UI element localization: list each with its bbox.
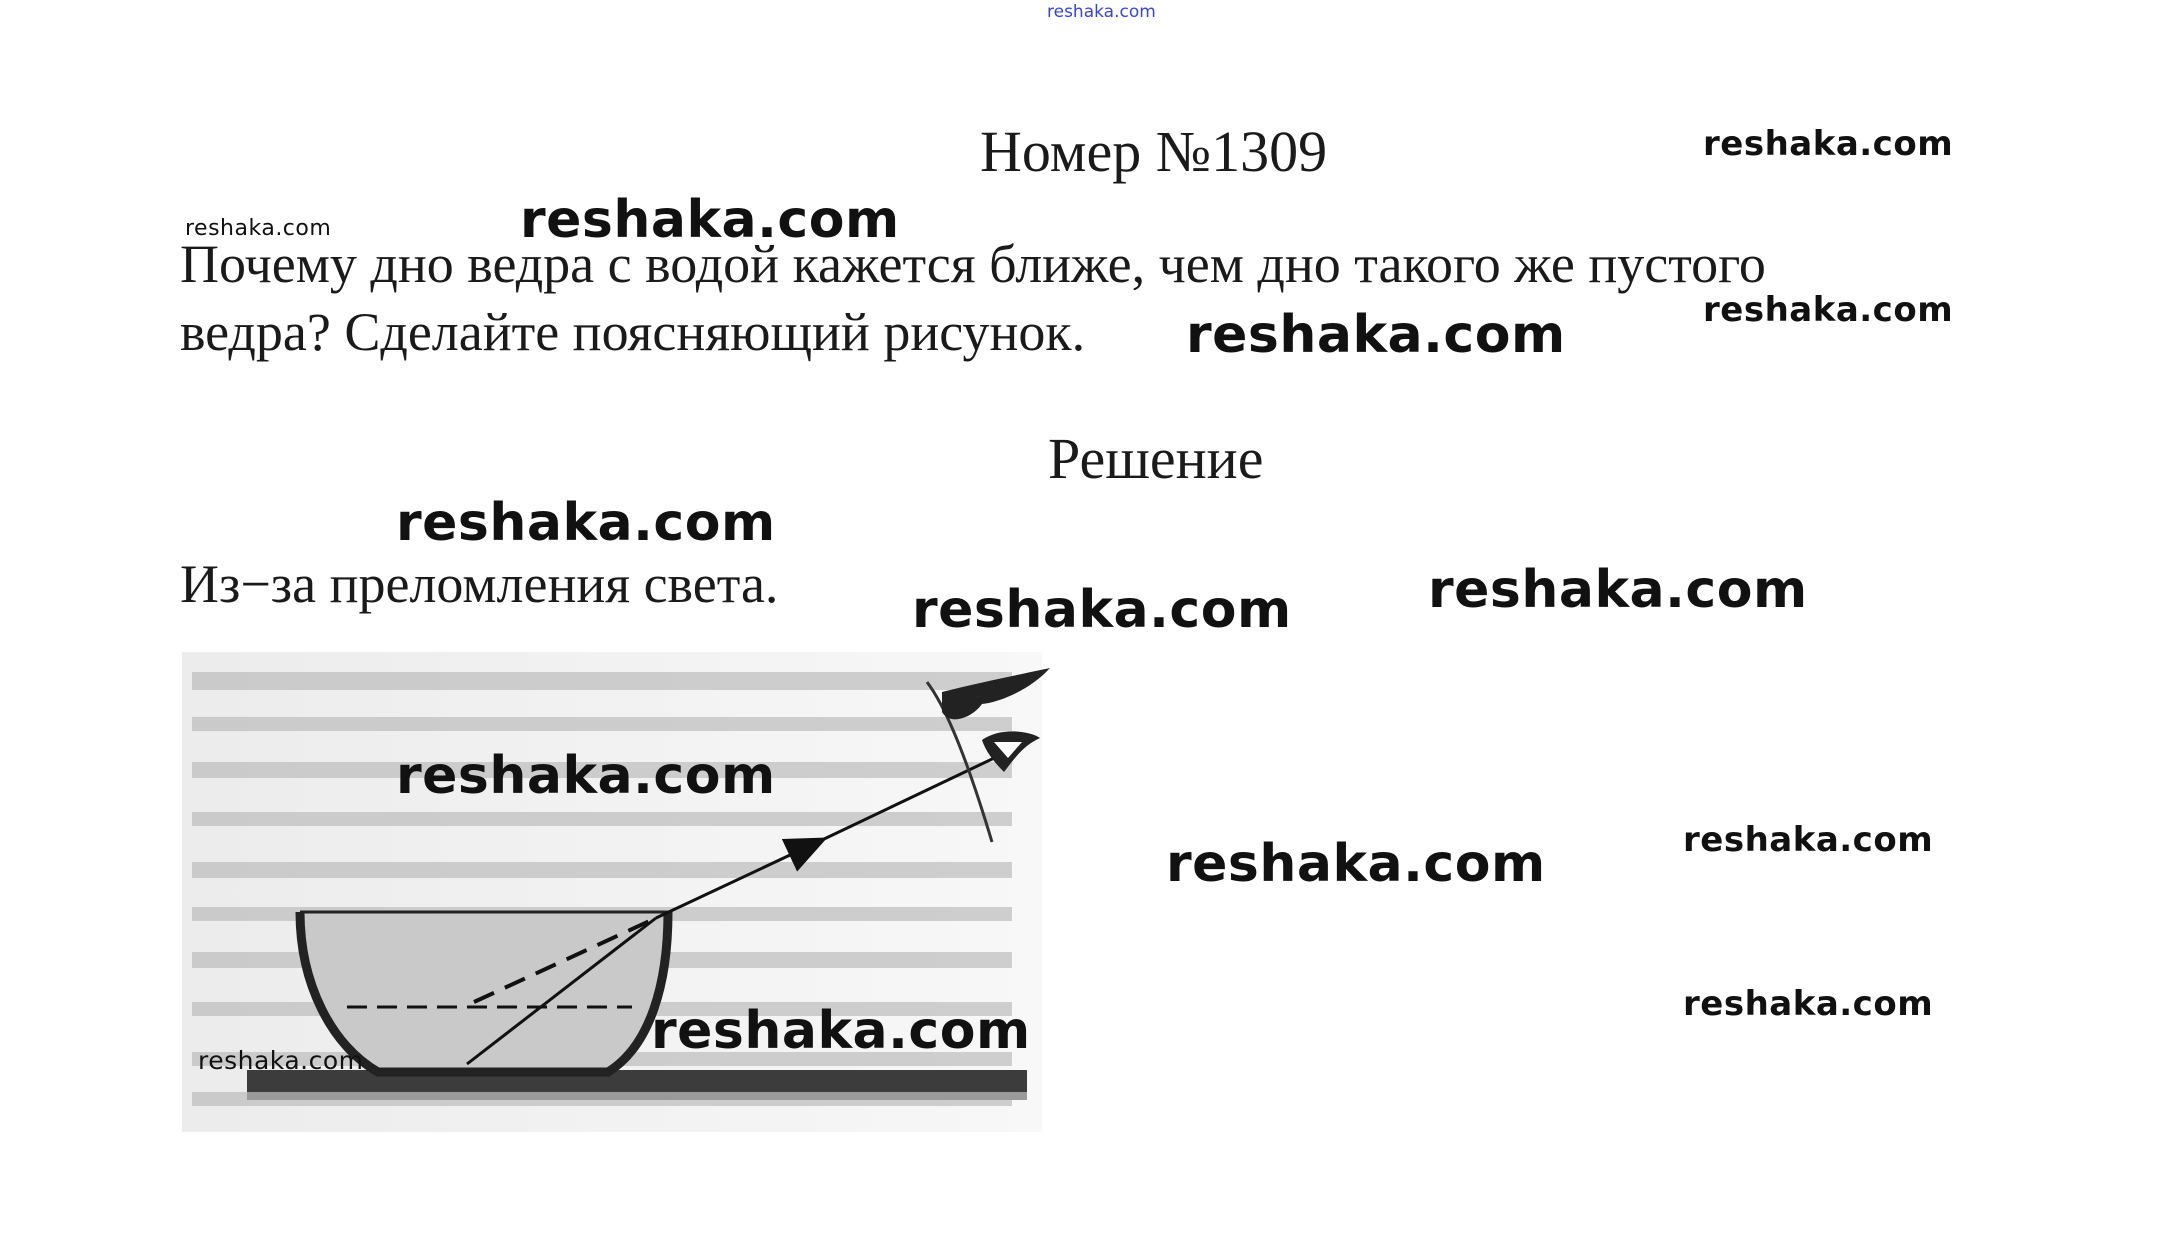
watermark: reshaka.com — [1428, 560, 1808, 620]
watermark: reshaka.com — [1186, 305, 1566, 365]
watermark: reshaka.com — [1683, 820, 1934, 860]
watermark: reshaka.com — [651, 1001, 1031, 1061]
watermark: reshaka.com — [1683, 984, 1934, 1024]
watermark: reshaka.com — [520, 190, 900, 250]
watermark: reshaka.com — [1703, 290, 1954, 330]
question-line-1: Почему дно ведра с водой кажется ближе, чем дно такого же пустого — [180, 234, 1766, 294]
watermark: reshaka.com — [1703, 124, 1954, 164]
solution-heading: Решение — [1048, 426, 1264, 491]
watermark: reshaka.com — [912, 580, 1292, 640]
watermark: reshaka.com — [185, 216, 332, 241]
watermark: reshaka.com — [396, 746, 776, 806]
question-line-2: ведра? Сделайте поясняющий рисунок. — [180, 302, 1086, 362]
top-site-link[interactable]: reshaka.com — [1047, 2, 1156, 22]
solution-answer: Из−за преломления света. — [180, 554, 779, 614]
watermark: reshaka.com — [198, 1046, 364, 1075]
watermark: reshaka.com — [396, 493, 776, 553]
watermark: reshaka.com — [1166, 834, 1546, 894]
page-title: Номер №1309 — [980, 119, 1328, 184]
